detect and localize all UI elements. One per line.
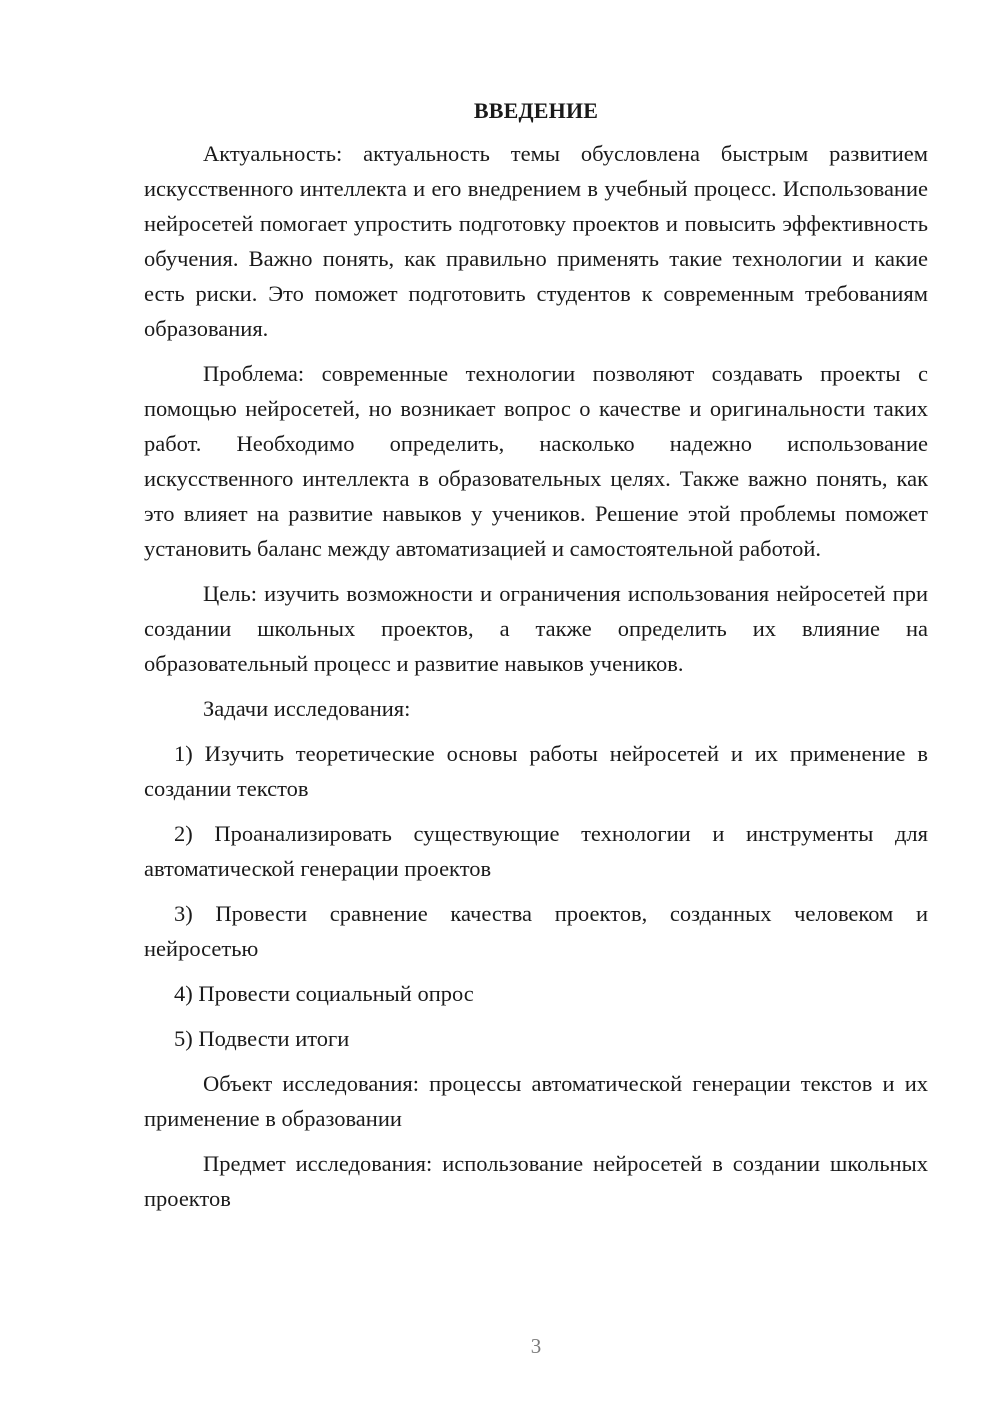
list-item: 4) Провести социальный опрос: [174, 981, 474, 1006]
page-number: 3: [530, 1334, 542, 1358]
section-title: ВВЕДЕНИЕ: [473, 98, 599, 123]
list-item: 5) Подвести итоги: [174, 1026, 350, 1051]
relevance-paragraph: Актуальность: актуальность темы обусловлена быстрым развитием искусственного интеллекта и его внедрением в учебный процесс. Использование нейросетей помогает упростить подготовку проектов и повысить эффективность обучения. Важно понять, как правильно применять такие технологии и какие есть риски. Это поможет подготовить студентов к современным требованиям образования.: [144, 141, 928, 341]
list-item: 1) Изучить теоретические основы работы нейросетей и их применение в создании текстов: [144, 741, 928, 801]
object-paragraph: Объект исследования: процессы автоматической генерации текстов и их применение в образовании: [144, 1071, 928, 1131]
problem-paragraph: Проблема: современные технологии позволяют создавать проекты с помощью нейросетей, но возникает вопрос о качестве и оригинальности таких работ. Необходимо определить, насколько надежно использование искусственного интеллекта в образовательных целях. Также важно понять, как это влияет на развитие навыков у учеников. Решение этой проблемы поможет установить баланс между автоматизацией и самостоятельной работой.: [144, 361, 928, 561]
page-content: [144, 93, 928, 1226]
tasks-list: [144, 736, 928, 1056]
list-item: 3) Провести сравнение качества проектов, созданных человеком и нейросетью: [144, 901, 928, 961]
tasks-heading: Задачи исследования:: [203, 696, 411, 721]
goal-paragraph: Цель: изучить возможности и ограничения использования нейросетей при создании школьных проектов, а также определить их влияние на образовательный процесс и развитие навыков учеников.: [144, 581, 928, 676]
subject-paragraph: Предмет исследования: использование нейросетей в создании школьных проектов: [144, 1151, 928, 1211]
list-item: 2) Проанализировать существующие технологии и инструменты для автоматической генерации проектов: [144, 821, 928, 881]
